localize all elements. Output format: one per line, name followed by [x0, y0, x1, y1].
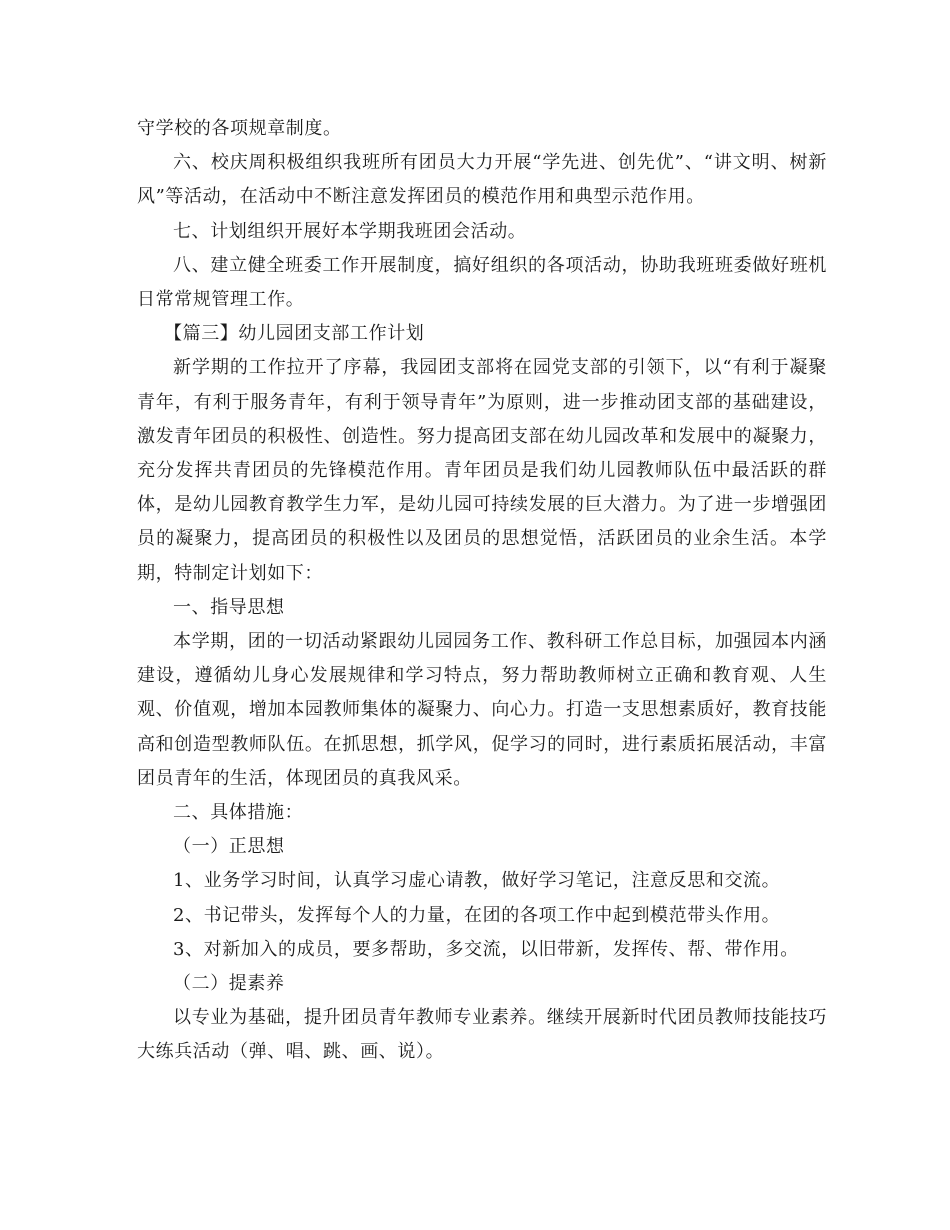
list-item-2: 2、书记带头，发挥每个人的力量，在团的各项工作中起到模范带头作用。: [173, 904, 781, 926]
list-item-1: 1、业务学习时间，认真学习虚心请教，做好学习笔记，注意反思和交流。: [173, 870, 781, 892]
paragraph-item-7: 七、计划组织开展好本学期我班团会活动。: [173, 220, 527, 242]
paragraph-quality: 以专业为基础，提升团员青年教师专业素养。继续开展新时代团员教师技能技巧大练兵活动（弹、唱、跳、画、说）。: [137, 1007, 827, 1063]
paragraph-continuation: 守学校的各项规章制度。: [137, 118, 342, 139]
heading-measures: 二、具体措施：: [173, 802, 304, 824]
document-body: [137, 112, 827, 1070]
paragraph-item-6: 六、校庆周积极组织我班所有团员大力开展“学先进、创先优”、“讲文明、树新风”等活动，在活动中不断注意发挥团员的模范作用和典型示范作用。: [137, 152, 827, 208]
subheading-thought: （一）正思想: [173, 836, 285, 858]
paragraph-item-8: 八、建立健全班委工作开展制度，搞好组织的各项活动，协助我班班委做好班机日常常规管理工作。: [137, 254, 827, 311]
section-title: 【篇三】幼儿园团支部工作计划: [164, 323, 425, 345]
heading-guiding-thought: 一、指导思想: [173, 596, 285, 618]
subheading-quality: （二）提素养: [173, 973, 285, 995]
paragraph-guiding-thought: 本学期，团的一切活动紧跟幼儿园园务工作、教科研工作总目标，加强园本内涵建设，遵循幼儿身心发展规律和学习特点，努力帮助教师树立正确和教育观、人生观、价值观，增加本园教师集体的凝聚力、向心力。打造一支思想素质好，教育技能高和创造型教师队伍。在抓思想，抓学风，促学习的同时，进行素质拓展活动，丰富团员青年的生活，体现团员的真我风采。: [137, 631, 827, 789]
paragraph-intro: 新学期的工作拉开了序幕，我园团支部将在园党支部的引领下，以“有利于凝聚青年，有利于服务青年，有利于领导青年”为原则，进一步推动团支部的基础建设，激发青年团员的积极性、创造性。努力提高团支部在幼儿园改革和发展中的凝聚力，充分发挥共青团员的先锋模范作用。青年团员是我们幼儿园教师队伍中最活跃的群体，是幼儿园教育教学生力军，是幼儿园可持续发展的巨大潜力。为了进一步增强团员的凝聚力，提高团员的积极性以及团员的思想觉悟，活跃团员的业余生活。本学期，特制定计划如下：: [137, 357, 827, 584]
list-item-3: 3、对新加入的成员，要多帮助，多交流，以旧带新，发挥传、帮、带作用。: [173, 938, 799, 960]
